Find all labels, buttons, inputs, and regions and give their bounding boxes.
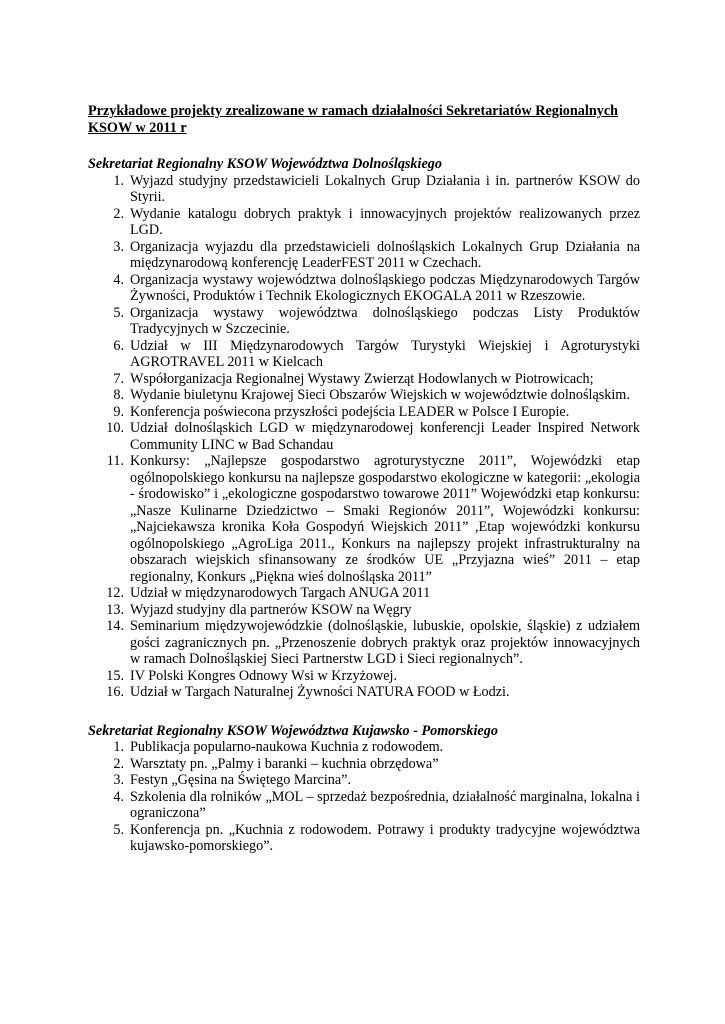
list-item-text: Warsztaty pn. „Palmy i baranki – kuchnia obrzędowa” — [130, 755, 439, 772]
list-item-text: Organizacja wystawy województwa dolnośląskiego podczas Listy Produktów Tradycyjnych w Szczecinie. — [130, 304, 640, 337]
list-item-number: 4. — [113, 788, 124, 805]
list-item — [88, 789, 640, 822]
list-item — [88, 338, 640, 371]
list-item-text: Konferencja pn. „Kuchnia z rodowodem. Potrawy i produkty tradycyjne województwa kujawsko-pomorskiego”. — [130, 821, 640, 854]
list-item-text: Wydanie biuletynu Krajowej Sieci Obszarów Wiejskich w województwie dolnośląskim. — [130, 387, 630, 403]
list-item-text: Wyjazd studyjny przedstawicieli Lokalnych Grup Działania i in. partnerów KSOW do Styrii. — [130, 172, 640, 205]
list-item — [88, 618, 640, 668]
list-item-number: 14. — [106, 618, 124, 634]
list-item-text: Publikacja popularno-naukowa Kuchnia z rodowodem. — [130, 739, 444, 755]
list-item — [88, 239, 640, 272]
list-item-number: 9. — [113, 403, 124, 420]
list-item-number: 2. — [113, 755, 124, 772]
list-item-text: Udział w III Międzynarodowych Targów Turystyki Wiejskiej i Agroturystyki AGROTRAVEL 2011 w Kielcach — [130, 337, 640, 370]
list-item-text: Konferencja poświecona przyszłości podejścia LEADER w Polsce I Europie. — [130, 403, 570, 420]
list-item-number: 15. — [106, 667, 124, 684]
list-item-number: 8. — [113, 387, 124, 403]
section-heading: Sekretariat Regionalny KSOW Województwa Dolnośląskiego — [88, 156, 442, 172]
list-item-number: 12. — [106, 585, 124, 601]
list-item — [88, 387, 640, 404]
list-item-text: Organizacja wyjazdu dla przedstawicieli dolnośląskich Lokalnych Grup Działania na międzynarodową konferencję LeaderFEST 2011 w Czechach. — [130, 238, 640, 271]
list-item-text: Udział w międzynarodowych Targach ANUGA 2011 — [130, 585, 431, 601]
list-item-text: Wydanie katalogu dobrych praktyk i innowacyjnych projektów realizowanych przez LGD. — [130, 205, 640, 238]
list-item-text: Szkolenia dla rolników „MOL – sprzedaż bezpośrednia, działalność marginalna, lokalna i ograniczona” — [130, 788, 640, 821]
list-item — [88, 602, 640, 619]
list-item-text: Udział dolnośląskich LGD w międzynarodowej konferencji Leader Inspired Network Community LINC w Bad Schandau — [130, 420, 640, 453]
list-item — [88, 206, 640, 239]
list-item — [88, 371, 640, 388]
list-item-text: Udział w Targach Naturalnej Żywności NATURA FOOD w Łodzi. — [130, 684, 510, 700]
list-item-number: 11. — [106, 453, 124, 469]
list-item-number: 1. — [113, 172, 124, 189]
section-dolnoslaskie — [88, 156, 640, 701]
list-item-number: 5. — [113, 304, 124, 321]
document-title: Przykładowe projekty zrealizowane w ramach działalności Sekretariatów Regionalnych KSOW w 2011 r — [88, 103, 619, 136]
list-item-number: 2. — [113, 205, 124, 222]
project-list — [88, 173, 640, 701]
list-item-text: Organizacja wystawy województwa dolnośląskiego podczas Międzynarodowych Targów Żywności, Produktów i Technik Ekologicznych EKOGALA 2011 w Rzeszowie. — [130, 271, 640, 304]
list-item-number: 13. — [106, 601, 124, 618]
list-item-number: 10. — [106, 420, 124, 436]
list-item — [88, 756, 640, 773]
list-item — [88, 272, 640, 305]
list-item-text: Seminarium międzywojewódzkie (dolnośląskie, lubuskie, opolskie, śląskie) z udziałem gości zagranicznych pn. „Przenoszenie dobrych praktyk oraz projektów innowacyjnych w ramach Dolnośląskiej Sieci Partnerstw LGD i Sieci regionalnych”. — [130, 618, 640, 667]
list-item-text: IV Polski Kongres Odnowy Wsi w Krzyżowej. — [130, 667, 398, 684]
list-item-number: 6. — [113, 337, 124, 354]
list-item — [88, 173, 640, 206]
list-item — [88, 305, 640, 338]
list-item — [88, 822, 640, 855]
list-item-number: 3. — [113, 772, 124, 788]
list-item-number: 3. — [113, 238, 124, 255]
list-item — [88, 684, 640, 701]
list-item — [88, 404, 640, 421]
section-kujawsko-pomorskie — [88, 723, 640, 855]
list-item — [88, 420, 640, 453]
project-list — [88, 739, 640, 855]
list-item-number: 1. — [113, 739, 124, 755]
section-heading: Sekretariat Regionalny KSOW Województwa Kujawsko - Pomorskiego — [88, 722, 498, 739]
list-item-number: 5. — [113, 821, 124, 838]
list-item — [88, 772, 640, 789]
list-item-text: Wyjazd studyjny dla partnerów KSOW na Węgry — [130, 601, 412, 618]
list-item-number: 7. — [113, 370, 124, 387]
list-item — [88, 739, 640, 756]
list-item-text: Festyn „Gęsina na Świętego Marcina”. — [130, 772, 352, 788]
document-content — [88, 103, 640, 855]
list-item-text: Konkursy: „Najlepsze gospodarstwo agroturystyczne 2011”, Wojewódzki etap ogólnopolskiego konkursu na najlepsze gospodarstwo ekologiczne w kategorii: „ekologia - środowisko” i „ekologiczne gospodarstwo towarowe 2011” Wojewódzki etap konkursu: „Nasze Kulinarne Dziedzictwo – Smaki Regionów 2011”, Wojewódzki konkursu: „Najciekawsza kronika Koła Gospodyń Wiejskich 2011” ,Etap wojewódzki konkursu ogólnopolskiego „AgroLiga 2011., Konkurs na najlepszy projekt infrastrukturalny na obszarach wiejskich sfinansowany ze środków UE „Przyjazna wieś” 2011 – etap regionalny, Konkurs „Piękna wieś dolnośląska 2011” — [130, 453, 640, 585]
list-item — [88, 585, 640, 602]
list-item — [88, 668, 640, 685]
list-item-text: Współorganizacja Regionalnej Wystawy Zwierząt Hodowlanych w Piotrowicach; — [130, 370, 594, 387]
list-item — [88, 453, 640, 585]
list-item-number: 16. — [106, 684, 124, 700]
list-item-number: 4. — [113, 271, 124, 288]
